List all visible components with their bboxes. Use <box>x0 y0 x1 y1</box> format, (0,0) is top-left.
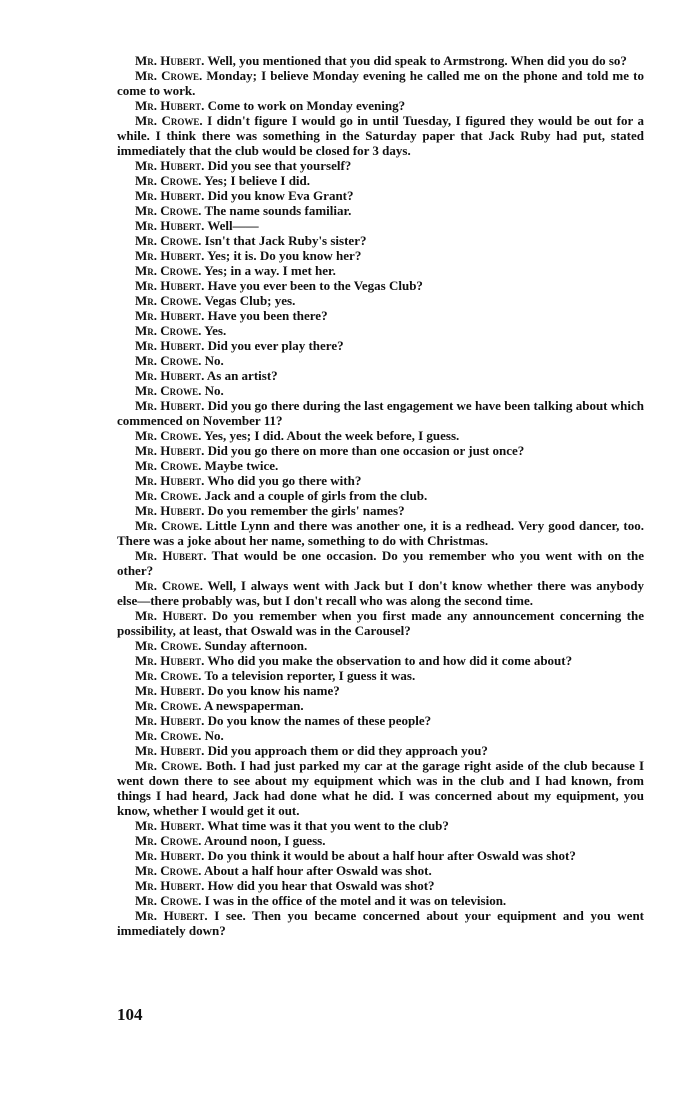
speaker-name: Mr. Hubert. <box>135 503 205 518</box>
speech-text: Yes; in a way. I met her. <box>204 263 336 278</box>
testimony-paragraph <box>117 53 644 68</box>
speech-text: As an artist? <box>206 368 278 383</box>
testimony-paragraph <box>117 188 644 203</box>
testimony-paragraph <box>117 113 644 158</box>
testimony-paragraph <box>117 668 644 683</box>
speaker-name: Mr. Hubert. <box>135 878 205 893</box>
speech-text: Come to work on Monday evening? <box>207 98 406 113</box>
speaker-name: Mr. Crowe. <box>135 668 202 683</box>
testimony-paragraph <box>117 248 644 263</box>
speaker-name: Mr. Hubert. <box>135 53 205 68</box>
speech-text: No. <box>204 353 224 368</box>
speaker-name: Mr. Crowe. <box>135 758 203 773</box>
testimony-paragraph <box>117 818 644 833</box>
testimony-paragraph <box>117 728 644 743</box>
testimony-paragraph <box>117 293 644 308</box>
speaker-name: Mr. Crowe. <box>135 728 202 743</box>
speaker-name: Mr. Hubert. <box>135 338 205 353</box>
speaker-name: Mr. Crowe. <box>135 323 202 338</box>
speech-text: What time was it that you went to the club? <box>207 818 449 833</box>
speaker-name: Mr. Hubert. <box>135 908 208 923</box>
speech-text: Sunday afternoon. <box>204 638 308 653</box>
speech-text: No. <box>204 728 224 743</box>
speech-text: Do you think it would be about a half hour after Oswald was shot? <box>207 848 576 863</box>
testimony-paragraph <box>117 98 644 113</box>
speech-text: Both. I had just parked my car at the garage right aside of the club because I went down there to see about my equipment which was in the club and I had known, from things I had heard, Jack had done what he did. I was concerned about my equipment, you know, whether I would get it out. <box>117 758 645 818</box>
speech-text: Isn't that Jack Ruby's sister? <box>204 233 367 248</box>
speech-text: Did you ever play there? <box>207 338 344 353</box>
testimony-paragraph <box>117 833 644 848</box>
speaker-name: Mr. Hubert. <box>135 158 205 173</box>
speaker-name: Mr. Hubert. <box>135 98 205 113</box>
testimony-paragraph <box>117 518 644 548</box>
speech-text: Do you remember the girls' names? <box>207 503 405 518</box>
testimony-paragraph <box>117 683 644 698</box>
speaker-name: Mr. Crowe. <box>135 863 202 878</box>
speaker-name: Mr. Hubert. <box>135 308 205 323</box>
testimony-paragraph <box>117 878 644 893</box>
speaker-name: Mr. Hubert. <box>135 683 205 698</box>
speech-text: A newspaperman. <box>203 698 304 713</box>
speech-text: Did you know Eva Grant? <box>207 188 354 203</box>
speaker-name: Mr. Crowe. <box>135 698 202 713</box>
speech-text: How did you hear that Oswald was shot? <box>207 878 435 893</box>
testimony-paragraph <box>117 713 644 728</box>
speech-text: Monday; I believe Monday evening he called me on the phone and told me to come to work. <box>117 68 644 98</box>
speech-text: Did you see that yourself? <box>207 158 352 173</box>
speech-text: Yes; it is. Do you know her? <box>207 248 362 263</box>
speaker-name: Mr. Crowe. <box>135 263 202 278</box>
speech-text: Well, I always went with Jack but I don't know whether there was anybody else—there probably was, but I don't recall who was along the second time. <box>117 578 645 608</box>
testimony-paragraph <box>117 503 644 518</box>
speaker-name: Mr. Crowe. <box>135 233 202 248</box>
speaker-name: Mr. Crowe. <box>135 203 202 218</box>
speaker-name: Mr. Hubert. <box>135 368 205 383</box>
speaker-name: Mr. Crowe. <box>135 353 202 368</box>
speech-text: Maybe twice. <box>204 458 279 473</box>
speech-text: I was in the office of the motel and it was on television. <box>204 893 507 908</box>
testimony-paragraph <box>117 323 644 338</box>
speech-text: That would be one occasion. Do you remember who you went with on the other? <box>117 548 645 578</box>
speech-text: Who did you make the observation to and how did it come about? <box>207 653 573 668</box>
testimony-paragraph <box>117 218 644 233</box>
testimony-paragraph <box>117 458 644 473</box>
speech-text: Yes, yes; I did. About the week before, I guess. <box>204 428 460 443</box>
speech-text: I didn't figure I would go in until Tuesday, I figured they would be out for a while. I think there was something in the Saturday paper that Jack Ruby had put, stated immediately that the club would be closed for 3 days. <box>117 113 644 158</box>
speaker-name: Mr. Hubert. <box>135 608 207 623</box>
speaker-name: Mr. Hubert. <box>135 848 205 863</box>
speech-text: Have you ever been to the Vegas Club? <box>207 278 423 293</box>
testimony-paragraph <box>117 278 644 293</box>
speech-text: Vegas Club; yes. <box>204 293 296 308</box>
speaker-name: Mr. Crowe. <box>135 68 203 83</box>
testimony-paragraph <box>117 548 644 578</box>
testimony-paragraph <box>117 158 644 173</box>
speech-text: I see. Then you became concerned about your equipment and you went immediately down? <box>117 908 644 938</box>
speaker-name: Mr. Hubert. <box>135 443 205 458</box>
testimony-paragraph <box>117 173 644 188</box>
testimony-paragraph <box>117 203 644 218</box>
speech-text: Yes; I believe I did. <box>204 173 311 188</box>
testimony-paragraph <box>117 653 644 668</box>
speaker-name: Mr. Hubert. <box>135 278 205 293</box>
speaker-name: Mr. Hubert. <box>135 473 205 488</box>
speaker-name: Mr. Hubert. <box>135 188 205 203</box>
speaker-name: Mr. Crowe. <box>135 833 202 848</box>
speech-text: Jack and a couple of girls from the club. <box>204 488 428 503</box>
speech-text: No. <box>204 383 224 398</box>
testimony-paragraph <box>117 863 644 878</box>
speaker-name: Mr. Hubert. <box>135 218 205 233</box>
speech-text: Did you go there on more than one occasion or just once? <box>207 443 525 458</box>
speaker-name: Mr. Hubert. <box>135 713 205 728</box>
speech-text: Have you been there? <box>207 308 328 323</box>
speaker-name: Mr. Crowe. <box>135 113 203 128</box>
testimony-paragraph <box>117 848 644 863</box>
speech-text: Little Lynn and there was another one, it is a redhead. Very good dancer, too. There was a joke about her name, something to do with Christmas. <box>117 518 645 548</box>
testimony-paragraph <box>117 758 644 818</box>
speech-text: Did you approach them or did they approach you? <box>207 743 488 758</box>
testimony-paragraph <box>117 383 644 398</box>
speaker-name: Mr. Crowe. <box>135 383 202 398</box>
speech-text: The name sounds familiar. <box>204 203 352 218</box>
testimony-paragraph <box>117 308 644 323</box>
speech-text: Around noon, I guess. <box>203 833 326 848</box>
testimony-paragraph <box>117 233 644 248</box>
page-number: 104 <box>117 1005 143 1024</box>
speaker-name: Mr. Crowe. <box>135 293 202 308</box>
speaker-name: Mr. Hubert. <box>135 653 205 668</box>
speaker-name: Mr. Hubert. <box>135 248 205 263</box>
testimony-paragraph <box>117 443 644 458</box>
speaker-name: Mr. Crowe. <box>135 428 202 443</box>
testimony-paragraph <box>117 578 644 608</box>
speech-text: Who did you go there with? <box>207 473 362 488</box>
speaker-name: Mr. Hubert. <box>135 398 205 413</box>
speech-text: Did you go there during the last engagement we have been talking about which commenced on November 11? <box>117 398 644 428</box>
testimony-paragraph <box>117 698 644 713</box>
testimony-paragraph <box>117 893 644 908</box>
testimony-paragraph <box>117 338 644 353</box>
testimony-paragraph <box>117 368 644 383</box>
speaker-name: Mr. Crowe. <box>135 488 202 503</box>
testimony-paragraph <box>117 353 644 368</box>
testimony-paragraph <box>117 743 644 758</box>
speech-text: Yes. <box>204 323 227 338</box>
speaker-name: Mr. Crowe. <box>135 893 202 908</box>
testimony-paragraph <box>117 473 644 488</box>
testimony-paragraph <box>117 428 644 443</box>
speaker-name: Mr. Crowe. <box>135 518 203 533</box>
testimony-paragraph <box>117 488 644 503</box>
speech-text: Do you remember when you first made any announcement concerning the possibility, at least, that Oswald was in the Carousel? <box>117 608 644 638</box>
speaker-name: Mr. Crowe. <box>135 458 202 473</box>
speaker-name: Mr. Hubert. <box>135 743 205 758</box>
speaker-name: Mr. Hubert. <box>135 548 207 563</box>
speech-text: About a half hour after Oswald was shot. <box>203 863 432 878</box>
speaker-name: Mr. Crowe. <box>135 578 203 593</box>
transcript-body <box>117 53 644 938</box>
testimony-paragraph <box>117 638 644 653</box>
speaker-name: Mr. Crowe. <box>135 173 202 188</box>
speech-text: Do you know his name? <box>207 683 340 698</box>
speaker-name: Mr. Crowe. <box>135 638 202 653</box>
testimony-paragraph <box>117 68 644 98</box>
testimony-paragraph <box>117 608 644 638</box>
speech-text: To a television reporter, I guess it was. <box>204 668 416 683</box>
speaker-name: Mr. Hubert. <box>135 818 205 833</box>
speech-text: Well, you mentioned that you did speak to Armstrong. When did you do so? <box>207 53 627 68</box>
testimony-paragraph <box>117 398 644 428</box>
speech-text: Do you know the names of these people? <box>207 713 432 728</box>
testimony-paragraph <box>117 263 644 278</box>
testimony-paragraph <box>117 908 644 938</box>
speech-text: Well—— <box>207 218 259 233</box>
